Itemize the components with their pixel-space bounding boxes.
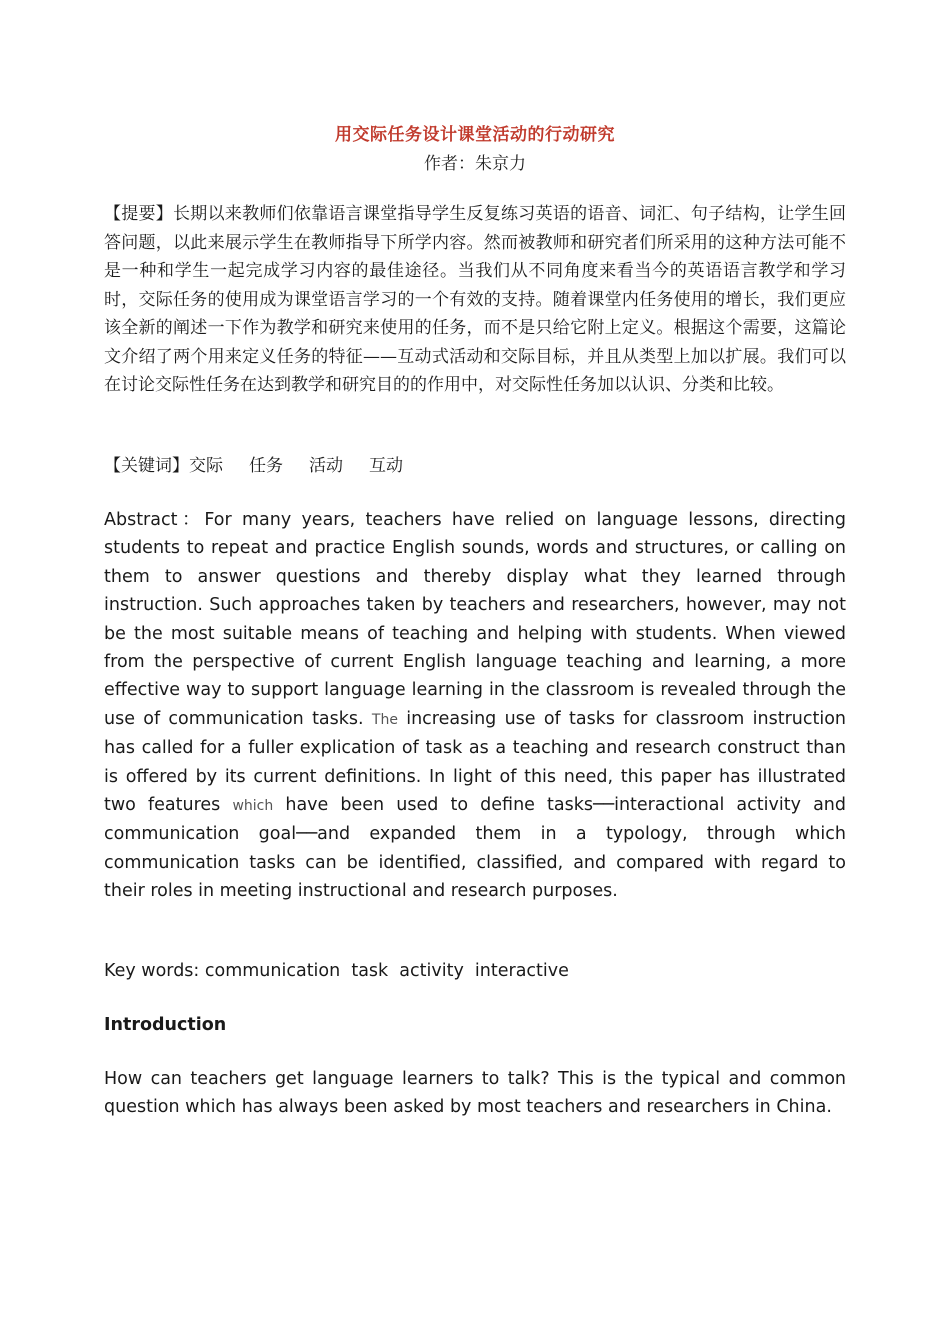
english-keywords: Key words: communication task activity interactive	[104, 961, 569, 981]
keyword-4: 互动	[369, 456, 403, 476]
keyword-1: 交际	[189, 456, 223, 476]
abstract-part-3: have been used to define tasks──interactional activity and communication goal──and expanded them in a typology, through which communication tasks can be identified, classified, and compared with regard to their roles in meeting instructional and research purposes.	[104, 795, 846, 902]
chinese-abstract: 【提要】长期以来教师们依靠语言课堂指导学生反复练习英语的语音、词汇、句子结构，让学生回答问题，以此来展示学生在教师指导下所学内容。然而被教师和研究者们所采用的这种方法可能不是一种和学生一起完成学习内容的最佳途径。当我们从不同角度来看当今的英语语言教学和学习时，交际任务的使用成为课堂语言学习的一个有效的支持。随着课堂内任务使用的增长，我们更应该全新的阐述一下作为教学和研究来使用的任务，而不是只给它附上定义。根据这个需要，这篇论文介绍了两个用来定义任务的特征——互动式活动和交际目标，并且从类型上加以扩展。我们可以在讨论交际性任务在达到教学和研究目的的作用中，对交际性任务加以认识、分类和比较。	[104, 204, 846, 395]
keyword-3: 活动	[309, 456, 343, 476]
keyword-2: 任务	[249, 456, 283, 476]
author-line: 作者：朱京力	[424, 154, 526, 174]
introduction-heading: Introduction	[104, 1015, 227, 1035]
paper-title: 用交际任务设计课堂活动的行动研究	[335, 125, 615, 145]
introduction-paragraph: How can teachers get language learners to talk? This is the typical and common question which has always been asked by most teachers and researchers in China.	[104, 1069, 846, 1118]
abstract-part-2: increasing use of tasks for classroom instruction has called for a fuller explication of task as a teaching and research construct than is offered by its current definitions. In light of this need, this paper has illustrated two features	[104, 708, 846, 816]
abstract-part-1: Abstract：For many years, teachers have relied on language lessons, directing students to repeat and practice English sounds, words and structures, or calling on them to answer questions and thereby display what they learned through instruction. Such approaches taken by teachers and researchers, however, may not be the most suitable means of teaching and helping with students. When viewed from the perspective of current English language teaching and learning, a more effective way to support language learning in the classroom is revealed through the use of communication tasks.	[104, 510, 846, 729]
abstract-word-the: The	[371, 711, 398, 728]
abstract-word-which: which	[232, 798, 274, 815]
chinese-keywords	[104, 452, 846, 481]
english-abstract	[104, 506, 846, 906]
keywords-label: 【关键词】	[104, 456, 189, 476]
